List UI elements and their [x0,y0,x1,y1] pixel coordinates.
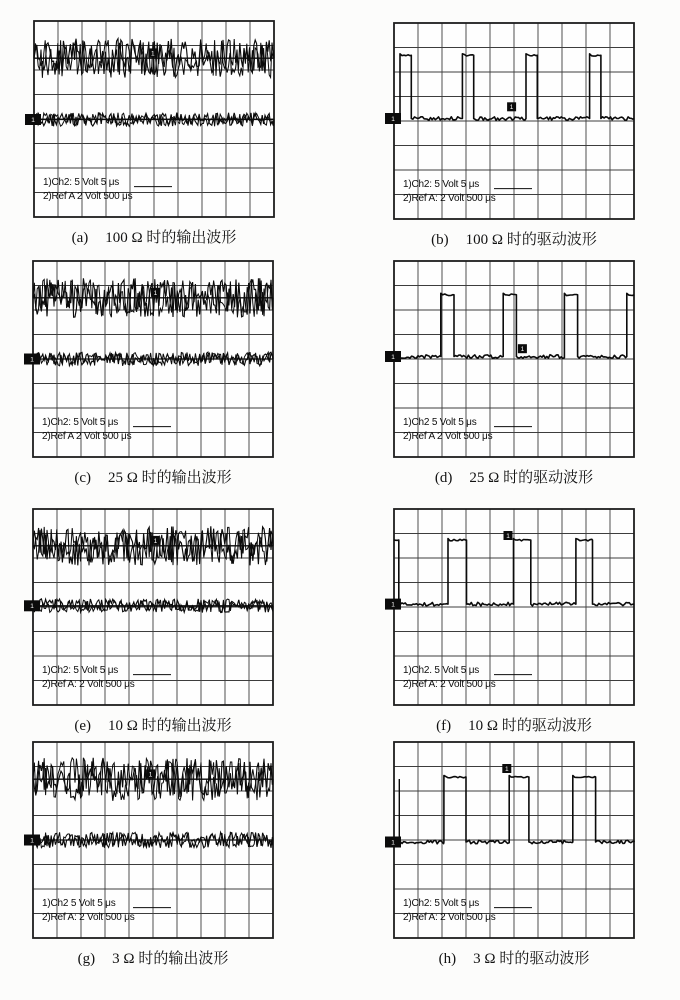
scope-panel-h [391,742,634,968]
caption-label: (d) [434,470,453,486]
oscilloscope-screen-a [31,21,274,217]
svg-text:1: 1 [391,354,395,361]
oscilloscope-screen-d [391,261,634,457]
svg-text:1: 1 [391,601,395,609]
caption-text: 10 Ω 时的输出波形 [108,718,232,734]
oscilloscope-screen-e [30,509,273,705]
oscilloscope-screen-b [391,23,634,219]
scope-panel-a [31,21,274,247]
caption-text: 10 Ω 时的驱动波形 [468,718,592,734]
svg-text:1: 1 [504,765,509,773]
scope-panel-e [30,509,273,735]
panel-caption [394,228,634,249]
scope-annotation-line2: 2)Ref A: 2 Volt 500 μs [403,193,496,204]
scope-panel-c [30,261,273,487]
scope-annotation-line2: 2)Ref A 2 Volt 500 μs [43,191,133,202]
panel-caption [394,947,634,968]
svg-text:1: 1 [30,356,34,364]
caption-label: (e) [74,718,91,734]
scope-annotation-line2: 2)Ref A: 2 Volt 500 μs [403,679,496,690]
oscilloscope-screen-h [391,742,634,938]
scope-annotation-line2: 2)Ref A: 2 Volt 500 μs [403,912,496,923]
scope-panel-b [391,23,634,249]
scope-annotation-line2: 2)Ref A 2 Volt 500 μs [403,431,493,442]
svg-text:1: 1 [150,50,155,58]
caption-label: (h) [438,951,457,967]
caption-text: 3 Ω 时的驱动波形 [473,951,590,967]
scope-annotation-line1: 1)Ch2: 5 Volt 5 μs [403,179,480,190]
oscilloscope-screen-f [391,509,634,705]
caption-label: (a) [71,230,89,246]
scope-annotation-line1: 1)Ch2 5 Volt 5 μs [42,898,116,909]
svg-text:1: 1 [153,537,158,545]
oscilloscope-screen-g [30,742,273,938]
panel-caption [34,226,274,247]
caption-label: (g) [77,951,96,967]
caption-label: (b) [431,232,449,248]
panel-caption [33,714,273,735]
svg-text:1: 1 [391,116,395,123]
svg-text:1: 1 [509,104,514,112]
svg-text:1: 1 [148,771,153,779]
scope-annotation-line1: 1)Ch2: 5 Volt 5 μs [403,898,480,909]
caption-text: 100 Ω 时的输出波形 [105,230,237,246]
svg-text:1: 1 [30,837,34,845]
caption-text: 25 Ω 时的输出波形 [108,470,232,486]
scope-annotation-line2: 2)Ref A: 2 Volt 500 μs [42,679,135,690]
svg-text:1: 1 [31,116,35,124]
oscilloscope-screen-c [30,261,273,457]
caption-label: (f) [436,718,452,734]
caption-text: 100 Ω 时的驱动波形 [465,232,597,248]
scope-annotation-line1: 1)Ch2 5 Volt 5 μs [403,417,477,428]
caption-text: 25 Ω 时的驱动波形 [469,470,594,486]
scope-annotation-line1: 1)Ch2: 5 Volt 5 μs [42,665,119,676]
scope-annotation-line2: 2)Ref A 2 Volt 500 μs [42,431,132,442]
scope-panel-g [30,742,273,968]
scope-annotation-line1: 1)Ch2. 5 Volt 5 μs [403,665,480,676]
scope-annotation-line1: 1)Ch2: 5 Volt 5 μs [42,417,119,428]
panel-caption [394,714,634,735]
scope-annotation-line2: 2)Ref A: 2 Volt 500 μs [42,912,135,923]
svg-text:1: 1 [30,603,34,611]
scope-panel-d [391,261,634,487]
panel-caption [394,466,634,487]
caption-text: 3 Ω 时的输出波形 [112,951,229,967]
panel-caption [33,466,273,487]
scope-annotation-line1: 1)Ch2: 5 Volt 5 μs [43,177,120,188]
scope-panel-f [391,509,634,735]
svg-text:1: 1 [506,532,510,540]
panel-caption [33,947,273,968]
svg-text:1: 1 [153,289,158,297]
svg-text:1: 1 [391,839,395,847]
caption-label: (c) [74,470,91,486]
svg-text:1: 1 [520,346,525,354]
